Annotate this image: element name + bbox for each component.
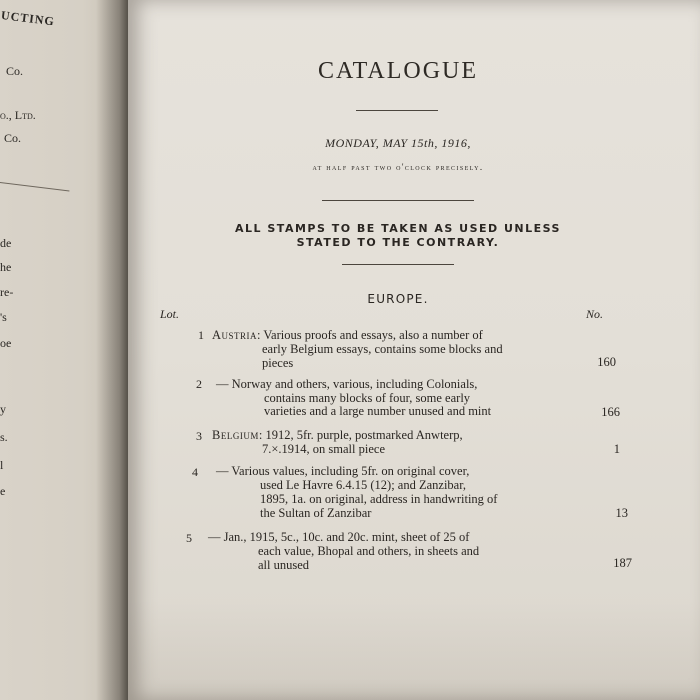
left-page-text-fragment: Co.: [4, 131, 22, 145]
lot-text: : 1912, 5fr. purple, postmarked Anwterp,: [258, 428, 463, 442]
lot-quantity: 1: [613, 442, 620, 456]
left-page-text-fragment: he: [0, 260, 12, 274]
sale-time: at half past two o'clock precisely.: [312, 162, 484, 172]
country-name: Belgium: [212, 428, 259, 442]
lot-description-line: 1895, 1a. on original, address in handwriting of: [260, 492, 498, 506]
lot-description-line: [212, 429, 463, 442]
lot-quantity: 13: [615, 506, 628, 520]
lot-description-line: — Various values, including 5fr. on original cover,: [216, 464, 470, 478]
sale-date: MONDAY, MAY 15th, 1916,: [325, 136, 471, 150]
left-page-heading-fragment: UCTING: [0, 8, 56, 29]
lot-description-line: pieces: [262, 356, 294, 370]
terms-notice-line: STATED TO THE CONTRARY.: [296, 236, 500, 249]
lot-description-line: each value, Bhopal and others, in sheets and: [258, 544, 480, 558]
lot-description-line: — Norway and others, various, including Colonials,: [216, 377, 478, 391]
column-header-lot: Lot.: [160, 307, 180, 321]
lot-number: 4: [192, 465, 198, 479]
left-page-text-fragment: de: [0, 236, 12, 250]
left-page-text-fragment: Co.: [6, 64, 24, 78]
lot-description-line: contains many blocks of four, some early: [264, 391, 471, 405]
lot-number: 2: [196, 377, 202, 391]
lot-description-line: used Le Havre 6.4.15 (12); and Zanzibar,: [260, 478, 467, 492]
left-page-text-fragment: re-: [0, 285, 14, 299]
lot-quantity: 166: [601, 405, 620, 419]
left-page-divider: [0, 182, 69, 192]
lot-description-line: [212, 329, 483, 342]
lot-description-line: 7.×.1914, on small piece: [262, 442, 385, 456]
left-page-text-fragment: 's: [0, 310, 7, 324]
lot-quantity: 187: [613, 556, 632, 570]
lot-description-line: early Belgium essays, contains some blocks and: [262, 342, 503, 356]
header-rule: [322, 200, 474, 201]
left-page-text-fragment: s.: [0, 430, 8, 444]
lot-description-line: — Jan., 1915, 5c., 10c. and 20c. mint, sheet of 25 of: [208, 530, 470, 544]
section-heading: EUROPE.: [367, 292, 429, 306]
title-rule: [356, 110, 438, 111]
notice-rule: [342, 264, 454, 265]
left-page-text-fragment: e: [0, 484, 6, 498]
left-page-text-fragment: y: [0, 402, 6, 416]
terms-notice: [198, 222, 598, 250]
lot-quantity: 160: [597, 355, 616, 369]
lot-number: 1: [198, 328, 204, 342]
country-name: Austria: [212, 328, 258, 342]
left-page-text-fragment: o., Ltd.: [0, 108, 36, 122]
column-header-number: No.: [586, 307, 604, 321]
left-page-text-fragment: oe: [0, 336, 12, 350]
lot-number: 5: [186, 531, 192, 545]
terms-notice-line: ALL STAMPS TO BE TAKEN AS USED UNLESS: [235, 222, 561, 235]
lot-description-line: all unused: [258, 558, 310, 572]
catalogue-page: [128, 0, 700, 700]
page-title: CATALOGUE: [317, 58, 479, 84]
lot-number: 3: [196, 429, 202, 443]
lot-description-line: the Sultan of Zanzibar: [260, 506, 372, 520]
lot-description-line: varieties and a large number unused and mint: [264, 404, 492, 418]
lot-text: : Various proofs and essays, also a number of: [257, 328, 483, 342]
left-page-text-fragment: l: [0, 458, 4, 472]
